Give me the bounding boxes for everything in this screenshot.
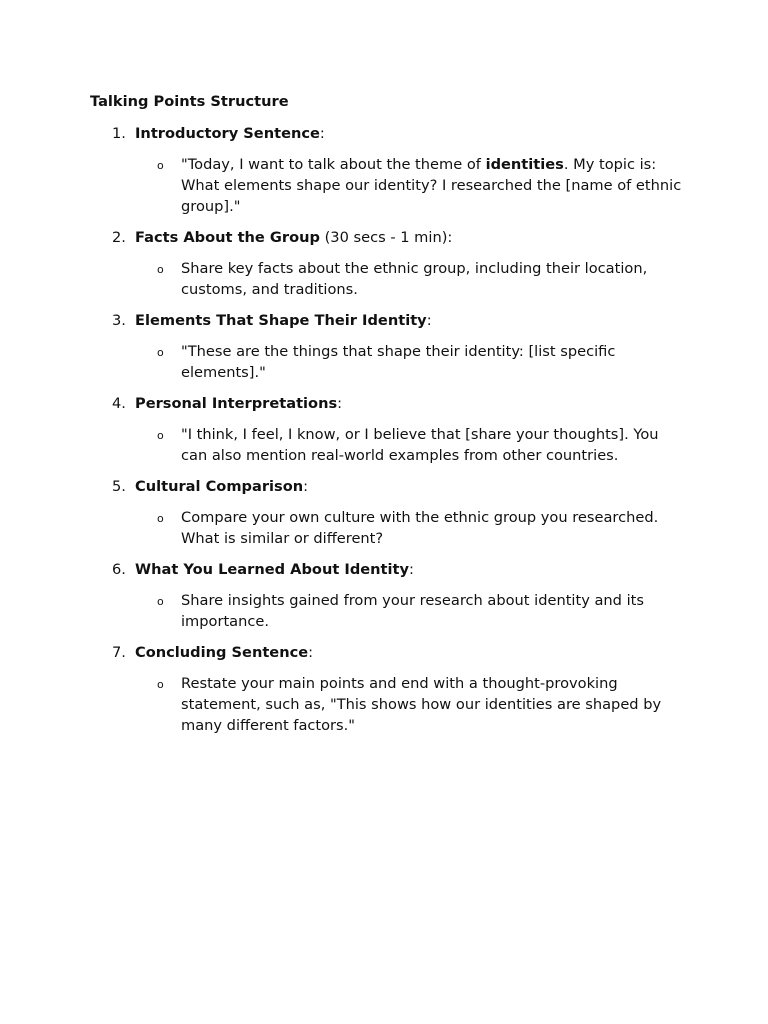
bullet-icon: o (157, 595, 164, 608)
item-number: 6. (112, 561, 126, 578)
sub-point-emphasis: identities (485, 156, 564, 173)
item-heading-suffix: : (308, 644, 314, 661)
item-number: 4. (112, 395, 126, 412)
item-heading-suffix: (30 secs - 1 min): (319, 229, 453, 246)
item-heading-row (0, 123, 768, 144)
item-heading-suffix: : (426, 312, 432, 329)
bullet-icon: o (157, 159, 164, 172)
list-item (0, 393, 768, 466)
list-item (0, 642, 768, 736)
item-number: 7. (112, 644, 126, 661)
item-heading-row (0, 393, 768, 414)
item-heading-row (0, 559, 768, 580)
bullet-icon: o (157, 678, 164, 691)
list-item (0, 559, 768, 632)
item-heading-suffix: : (409, 561, 414, 578)
item-heading: Concluding Sentence (135, 644, 309, 661)
list-item (0, 476, 768, 549)
talking-points-list (0, 123, 768, 746)
list-item (0, 310, 768, 383)
sub-point-text (181, 156, 681, 215)
item-number: 2. (112, 229, 126, 246)
bullet-icon: o (157, 346, 164, 359)
item-heading: Facts About the Group (135, 229, 320, 246)
bullet-icon: o (157, 263, 164, 276)
item-heading: What You Learned About Identity (135, 561, 410, 578)
sub-point-text-part: "Today, I want to talk about the theme of (181, 156, 486, 173)
sub-point-text-part: . My topic is: What elements shape our identity? I researched the [name of ethnic group]." (181, 156, 682, 215)
sub-point-text: "These are the things that shape their identity: [list specific elements]." (181, 343, 616, 381)
list-item (0, 227, 768, 300)
item-heading: Introductory Sentence (135, 125, 320, 142)
sub-point-text: Restate your main points and end with a thought-provoking statement, such as, "This shows how our identities are shaped by many different factors." (181, 675, 662, 734)
sub-point (0, 154, 768, 217)
item-heading: Elements That Shape Their Identity (135, 312, 427, 329)
item-heading: Cultural Comparison (135, 478, 304, 495)
sub-point (0, 424, 768, 466)
sub-point (0, 507, 768, 549)
sub-point (0, 673, 768, 736)
item-heading-row (0, 227, 768, 248)
item-number: 1. (112, 125, 126, 142)
document-title: Talking Points Structure (90, 93, 289, 110)
item-heading: Personal Interpretations (135, 395, 338, 412)
item-heading-row (0, 476, 768, 497)
sub-point (0, 341, 768, 383)
bullet-icon: o (157, 429, 164, 442)
item-heading-suffix: : (337, 395, 343, 412)
item-heading-row (0, 642, 768, 663)
sub-point-text: Share key facts about the ethnic group, including their location, customs, and traditions. (181, 260, 648, 298)
item-number: 5. (112, 478, 126, 495)
sub-point (0, 590, 768, 632)
item-heading-suffix: : (319, 125, 325, 142)
item-heading-row (0, 310, 768, 331)
bullet-icon: o (157, 512, 164, 525)
sub-point (0, 258, 768, 300)
sub-point-text: "I think, I feel, I know, or I believe that [share your thoughts]. You can also mention real-world examples from other countries. (181, 426, 659, 464)
item-heading-suffix: : (303, 478, 309, 495)
list-item (0, 123, 768, 217)
sub-point-text: Share insights gained from your research about identity and its importance. (181, 592, 644, 630)
sub-point-text: Compare your own culture with the ethnic group you researched. What is similar or different? (181, 509, 659, 547)
item-number: 3. (112, 312, 126, 329)
